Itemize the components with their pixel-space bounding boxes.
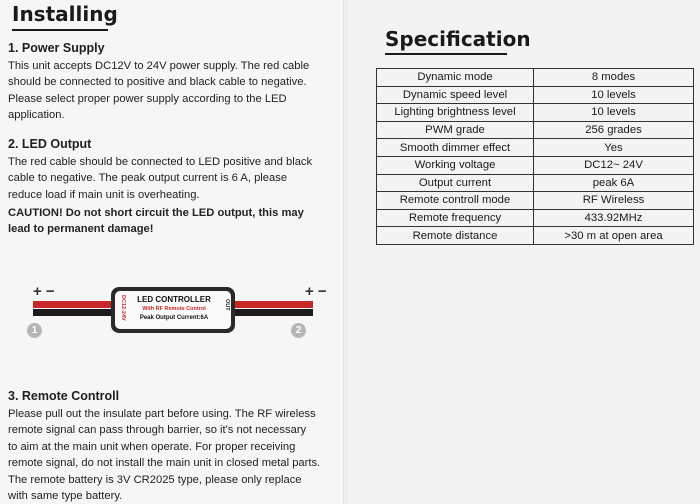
remote-control-text (8, 406, 338, 504)
text-line: This unit accepts DC12V to 24V power supply. The red cable (8, 60, 310, 72)
table-row (377, 104, 694, 122)
table-row (377, 69, 694, 87)
text-line: CAUTION! Do not short circuit the LED output, this may (8, 207, 304, 219)
spec-value: RF Wireless (534, 192, 694, 210)
right-black-cable (233, 309, 313, 316)
controller-diagram (25, 285, 335, 345)
page-fold (343, 0, 347, 504)
specification-table (376, 68, 694, 245)
output-label: OUT (224, 299, 230, 311)
table-row (377, 139, 694, 157)
text-line: remote signal can pass through barrier, so it's not necessary (8, 424, 307, 437)
spec-name: Remote distance (377, 227, 534, 245)
text-line: reduce load if main unit is overheating. (8, 188, 200, 201)
spec-value: DC12~ 24V (534, 156, 694, 174)
spec-value: 256 grades (534, 121, 694, 139)
text-line: with same type battery. (8, 490, 123, 503)
right-polarity-sign: + − (305, 283, 327, 300)
table-row (377, 86, 694, 104)
text-line: cable to negative. The peak output current is 6 A, please (8, 172, 288, 185)
right-number-badge: 2 (291, 323, 306, 338)
installing-underline (12, 29, 108, 31)
spec-name: Working voltage (377, 156, 534, 174)
spec-value: peak 6A (534, 174, 694, 192)
table-row (377, 121, 694, 139)
spec-value: 433.92MHz (534, 209, 694, 227)
text-line: The red cable should be connected to LED positive and black (8, 156, 313, 168)
spec-value: 10 levels (534, 86, 694, 104)
specification-underline (385, 53, 507, 55)
device-peak-current: Peak Output Current:6A (139, 315, 209, 321)
spec-name: Output current (377, 174, 534, 192)
text-line: to aim at the main unit when operate. For proper receiving (8, 440, 296, 453)
table-row (377, 174, 694, 192)
spec-name: Remote frequency (377, 209, 534, 227)
text-line: lead to permanent damage! (8, 223, 154, 236)
remote-control-heading: 3. Remote Controll (8, 389, 120, 403)
left-polarity-sign: + − (33, 283, 55, 300)
spec-name: PWM grade (377, 121, 534, 139)
table-row (377, 227, 694, 245)
text-line: remote signal, do not install the main unit in closed metal parts. (8, 457, 321, 470)
input-label: DC12-24V (120, 295, 126, 321)
led-output-heading: 2. LED Output (8, 137, 92, 151)
right-red-cable (233, 301, 313, 308)
table-row (377, 156, 694, 174)
spec-value: 10 levels (534, 104, 694, 122)
text-line: application. (8, 109, 65, 122)
left-red-cable (33, 301, 113, 308)
spec-name: Smooth dimmer effect (377, 139, 534, 157)
spec-value: >30 m at open area (534, 227, 694, 245)
text-line: The remote battery is 3V CR2025 type, please only replace (8, 473, 302, 486)
spec-name: Dynamic speed level (377, 86, 534, 104)
text-line: should be connected to positive and black cable to negative. (8, 76, 307, 89)
specification-title: Specification (385, 27, 531, 51)
table-row (377, 192, 694, 210)
device-title: LED CONTROLLER (137, 295, 211, 304)
spec-name: Lighting brightness level (377, 104, 534, 122)
spec-name: Remote controll mode (377, 192, 534, 210)
spec-name: Dynamic mode (377, 69, 534, 87)
text-line: Please pull out the insulate part before using. The RF wireless (8, 408, 316, 420)
spec-value: Yes (534, 139, 694, 157)
table-row (377, 209, 694, 227)
left-number-badge: 1 (27, 323, 42, 338)
text-line: Please select proper power supply according to the LED (8, 92, 287, 105)
power-supply-heading: 1. Power Supply (8, 41, 105, 55)
spec-value: 8 modes (534, 69, 694, 87)
left-black-cable (33, 309, 113, 316)
caution-text (8, 205, 338, 238)
led-output-text (8, 154, 338, 203)
installing-title: Installing (12, 2, 118, 26)
power-supply-text (8, 58, 338, 124)
device-subtitle: With RF Remote Control (142, 306, 206, 312)
